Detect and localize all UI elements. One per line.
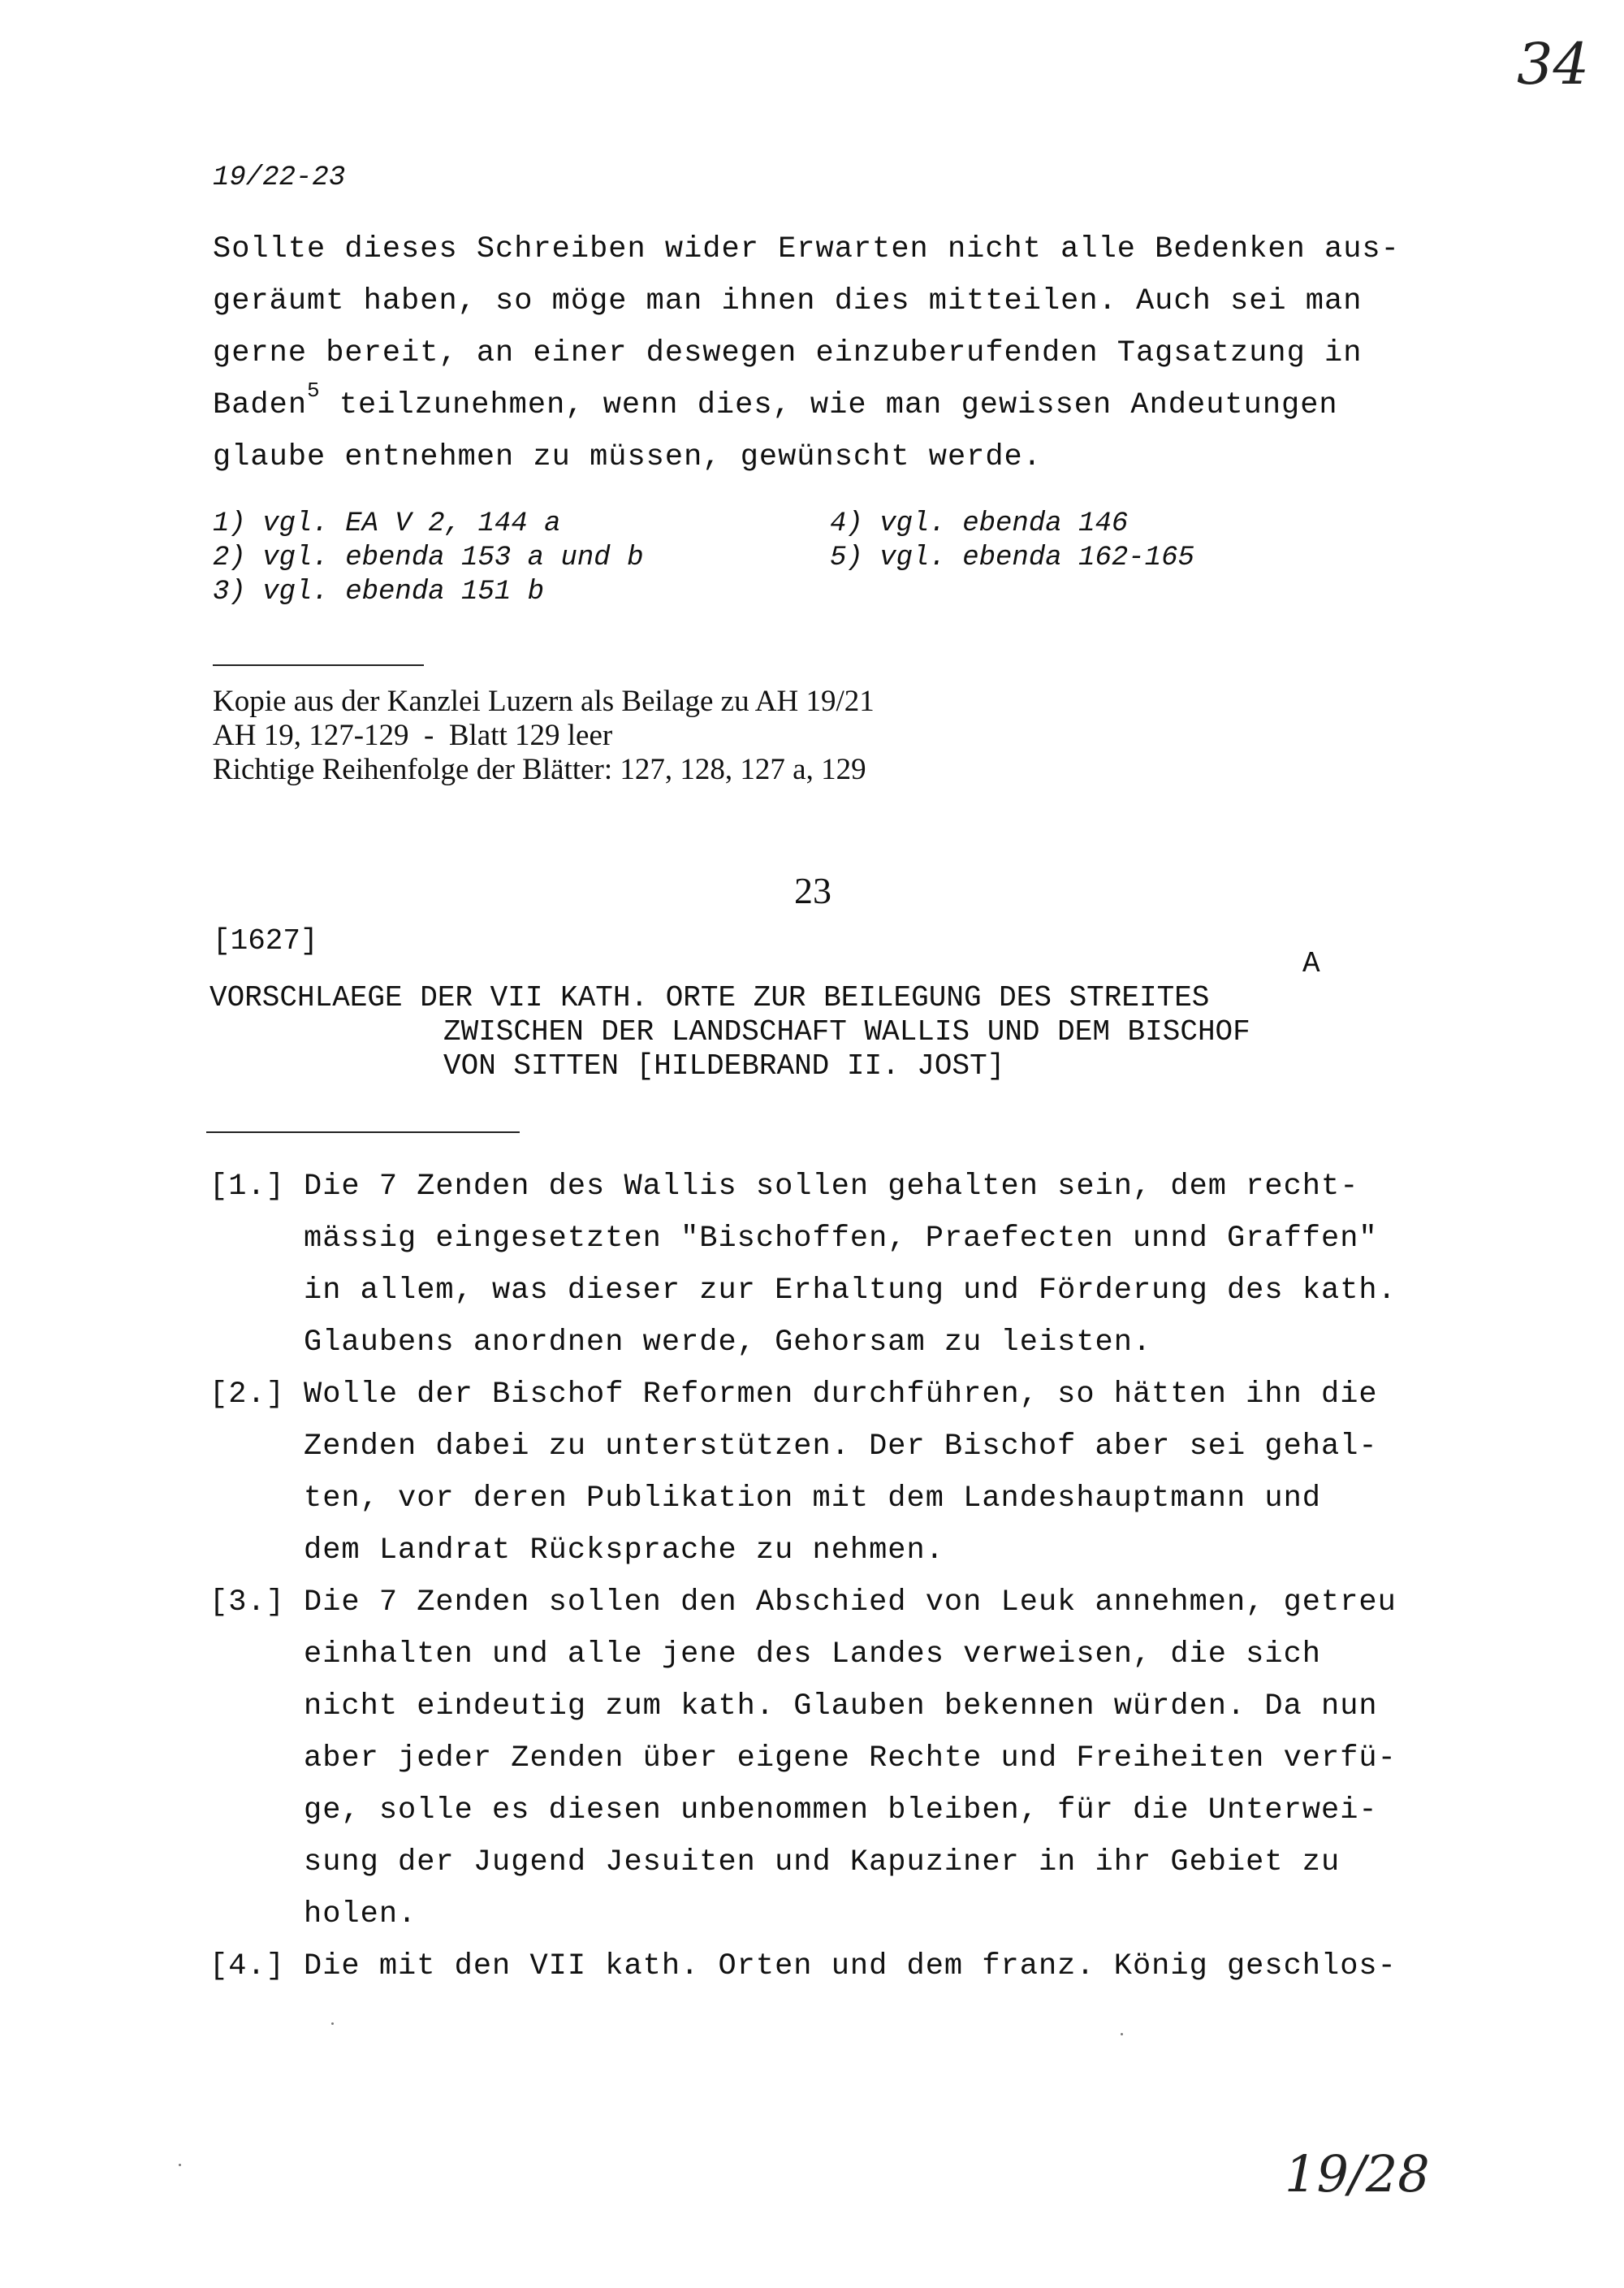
source-note-line-3: Richtige Reihenfolge der Blätter: 127, 128, 127 a, 129 bbox=[213, 753, 866, 786]
item-3-line-4: aber jeder Zenden über eigene Rechte und Freiheiten verfü- bbox=[304, 1741, 1397, 1775]
prev-text-line-4-rest: teilzunehmen, wenn dies, wie man gewissen Andeutungen bbox=[320, 388, 1338, 422]
scan-speck bbox=[1121, 2033, 1123, 2035]
document-date: [1627] bbox=[213, 924, 318, 958]
item-2-line-3: ten, vor deren Publikation mit dem Landeshauptmann und bbox=[304, 1481, 1321, 1516]
source-note-line-1: Kopie aus der Kanzlei Luzern als Beilage zu AH 19/21 bbox=[213, 685, 875, 718]
item-2-line-1: Wolle der Bischof Reformen durchführen, so hätten ihn die bbox=[304, 1378, 1378, 1412]
document-number: 23 bbox=[794, 870, 831, 911]
item-3-number: [3.] bbox=[209, 1585, 285, 1620]
item-2-number: [2.] bbox=[209, 1378, 285, 1412]
item-1-line-4: Glaubens anordnen werde, Gehorsam zu leisten. bbox=[304, 1326, 1152, 1360]
item-1-line-1: Die 7 Zenden des Wallis sollen gehalten sein, dem recht- bbox=[304, 1170, 1359, 1204]
prev-text-line-4 bbox=[213, 378, 1338, 422]
document-title-line-2: ZWISCHEN DER LANDSCHAFT WALLIS UND DEM BISCHOF bbox=[443, 1015, 1250, 1049]
item-1-line-2: mässig eingesetzten "Bischoffen, Praefecten unnd Graffen" bbox=[304, 1222, 1378, 1256]
prev-text-line-2: geräumt haben, so möge man ihnen dies mitteilen. Auch sei man bbox=[213, 284, 1363, 318]
item-4-line-1: Die mit den VII kath. Orten und dem franz. König geschlos- bbox=[304, 1949, 1397, 1983]
item-2-line-2: Zenden dabei zu unterstützen. Der Bischof aber sei gehal- bbox=[304, 1429, 1378, 1464]
item-3-line-2: einhalten und alle jene des Landes verweisen, die sich bbox=[304, 1637, 1321, 1672]
item-4-number: [4.] bbox=[209, 1949, 285, 1983]
item-3-line-3: nicht eindeutig zum kath. Glauben bekennen würden. Da nun bbox=[304, 1689, 1378, 1724]
prev-text-line-1: Sollte dieses Schreiben wider Erwarten nicht alle Bedenken aus- bbox=[213, 232, 1400, 266]
document-title-line-1: VORSCHLAEGE DER VII KATH. ORTE ZUR BEILEGUNG DES STREITES bbox=[209, 981, 1210, 1014]
prev-text-baden: Baden bbox=[213, 388, 308, 422]
footnote-ref-5: 5 bbox=[307, 378, 321, 403]
document-title-line-3: VON SITTEN [HILDEBRAND II. JOST] bbox=[443, 1049, 1005, 1083]
item-3-line-1: Die 7 Zenden sollen den Abschied von Leuk annehmen, getreu bbox=[304, 1585, 1397, 1620]
separator-rule-2 bbox=[206, 1131, 520, 1133]
scan-speck bbox=[331, 2022, 334, 2025]
scan-speck bbox=[179, 2164, 181, 2166]
item-2-line-4: dem Landrat Rücksprache zu nehmen. bbox=[304, 1533, 944, 1568]
folio-number-handwritten: 34 bbox=[1517, 31, 1590, 97]
item-3-line-5: ge, solle es diesen unbenommen bleiben, für die Unterwei- bbox=[304, 1793, 1378, 1827]
footnote-2: 2) vgl. ebenda 153 a und b bbox=[213, 543, 644, 573]
document-letter: A bbox=[1302, 947, 1320, 980]
prev-text-line-5: glaube entnehmen zu müssen, gewünscht werde. bbox=[213, 440, 1042, 474]
footnote-3: 3) vgl. ebenda 151 b bbox=[213, 577, 545, 608]
footnote-4: 4) vgl. ebenda 146 bbox=[830, 508, 1129, 539]
item-1-line-3: in allem, was dieser zur Erhaltung und Förderung des kath. bbox=[304, 1274, 1397, 1308]
page-reference: 19/22-23 bbox=[213, 162, 346, 193]
item-1-number: [1.] bbox=[209, 1170, 285, 1204]
item-3-line-6: sung der Jugend Jesuiten und Kapuziner in ihr Gebiet zu bbox=[304, 1845, 1341, 1879]
footnote-1: 1) vgl. EA V 2, 144 a bbox=[213, 508, 561, 539]
separator-rule-1 bbox=[213, 664, 424, 666]
source-note-line-2: AH 19, 127-129 - Blatt 129 leer bbox=[213, 719, 613, 752]
handwritten-page-stamp: 19/28 bbox=[1285, 2144, 1430, 2204]
prev-text-line-3: gerne bereit, an einer deswegen einzuberufenden Tagsatzung in bbox=[213, 336, 1363, 370]
footnote-5: 5) vgl. ebenda 162-165 bbox=[830, 543, 1194, 573]
item-3-line-7: holen. bbox=[304, 1897, 417, 1931]
